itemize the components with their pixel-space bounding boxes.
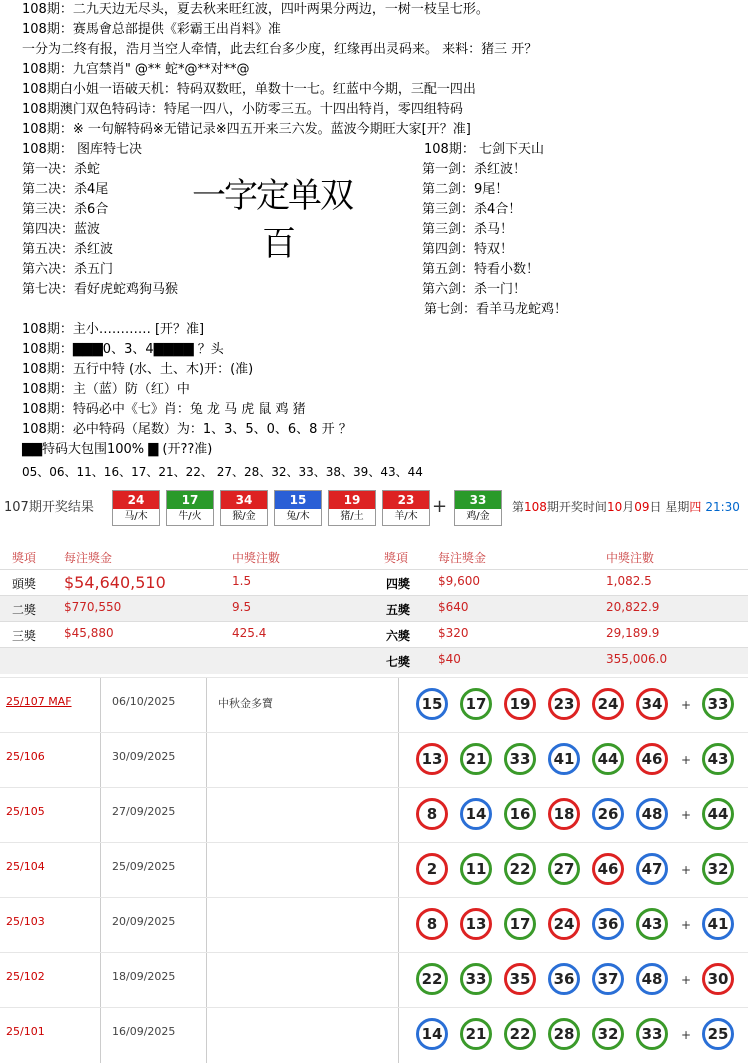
number-ball: 47	[636, 853, 668, 885]
column-divider	[206, 678, 207, 733]
text-line: 108期：九宫禁肖" @** 蛇*@**对**@	[22, 62, 250, 77]
special-ball: 33	[702, 688, 734, 720]
prize-count: 9.5	[232, 600, 252, 614]
column-divider	[398, 733, 399, 788]
text-line: ▇▇特码大包围100% ▇ (开??准)	[22, 442, 213, 457]
number-ball: 27	[548, 853, 580, 885]
left-item: 第六决：杀五门	[22, 262, 114, 277]
right-item: 第五剑：特看小数！	[422, 262, 540, 277]
plus-sign: +	[681, 863, 692, 877]
column-divider	[398, 953, 399, 1008]
plus-sign: +	[432, 496, 448, 517]
info-text: 第	[512, 500, 525, 514]
draw-row	[0, 677, 748, 733]
info-month: 10	[606, 500, 623, 514]
text-line: 一分为二终有报，浩月当空人牵情，此去红台多少度，红缘再出灵码来。 来料：猪三 开？	[22, 42, 538, 57]
column-divider	[398, 843, 399, 898]
number-ball: 14	[460, 798, 492, 830]
draw-note: 中秋金多寶	[218, 697, 273, 710]
info-text: 日 星期	[649, 500, 690, 514]
right-item: 第三剑：杀马！	[422, 222, 514, 237]
prize-name: 五獎	[386, 603, 411, 617]
draw-date: 18/09/2025	[112, 970, 176, 983]
number-ball: 24	[592, 688, 624, 720]
text-line: 108期：主小………… [开？准]	[22, 322, 205, 337]
number-ball: 21	[460, 743, 492, 775]
column-divider	[398, 898, 399, 953]
col-header: 獎項	[12, 551, 37, 565]
tile-zodiac: 牛/火	[178, 511, 202, 522]
right-heading: 108期： 七剑下天山	[424, 142, 544, 157]
result-bar	[0, 488, 748, 524]
prize-row	[0, 621, 748, 648]
plus-sign: +	[681, 698, 692, 712]
column-divider	[100, 788, 101, 843]
plus-sign: +	[681, 753, 692, 767]
column-divider	[398, 678, 399, 733]
number-ball: 22	[416, 963, 448, 995]
column-divider	[398, 1008, 399, 1063]
draw-row	[0, 732, 748, 788]
tile-zodiac: 马/木	[124, 511, 148, 522]
draw-row	[0, 952, 748, 1008]
left-item: 第一决：杀蛇	[22, 162, 101, 177]
special-ball: 30	[702, 963, 734, 995]
special-ball: 32	[702, 853, 734, 885]
tile-number: 17	[167, 491, 213, 509]
number-ball: 41	[548, 743, 580, 775]
prize-amount: $9,600	[438, 574, 480, 588]
tile-number: 19	[329, 491, 375, 509]
prize-amount: $640	[438, 600, 469, 614]
result-label: 107期开奖结果	[4, 500, 94, 515]
number-ball: 8	[416, 798, 448, 830]
big-heading: 一字定单双	[192, 176, 352, 216]
prize-count: 355,006.0	[606, 652, 668, 666]
prize-count: 1,082.5	[606, 574, 652, 588]
info-day: 09	[634, 500, 650, 514]
special-ball: 25	[702, 1018, 734, 1050]
info-period: 108	[524, 500, 547, 514]
draw-row	[0, 842, 748, 898]
info-weekday: 四	[689, 500, 702, 514]
text-line: 108期：特码必中《七》肖：兔 龙 马 虎 鼠 鸡 猪	[22, 402, 306, 417]
number-ball: 16	[504, 798, 536, 830]
col-header: 每注獎金	[438, 551, 487, 565]
result-tile	[166, 490, 214, 526]
column-divider	[100, 898, 101, 953]
prize-name: 六獎	[386, 629, 411, 643]
number-ball: 23	[548, 688, 580, 720]
tile-number: 34	[221, 491, 267, 509]
prize-amount: $770,550	[64, 600, 122, 614]
plus-sign: +	[681, 973, 692, 987]
right-item: 第一剑：杀红波！	[422, 162, 527, 177]
text-line: 108期白小姐一语破天机：特码双数旺，单数十一七。红蓝中今期，三配一四出	[22, 82, 476, 97]
draw-date: 06/10/2025	[112, 695, 176, 708]
number-ball: 17	[504, 908, 536, 940]
col-header: 中獎注數	[232, 551, 281, 565]
result-tile	[220, 490, 268, 526]
number-ball: 14	[416, 1018, 448, 1050]
number-ball: 2	[416, 853, 448, 885]
number-ball: 18	[548, 798, 580, 830]
number-ball: 8	[416, 908, 448, 940]
prize-amount: $40	[438, 652, 461, 666]
number-ball: 26	[592, 798, 624, 830]
result-tile	[328, 490, 376, 526]
draw-number-link[interactable]: 25/107 MAF	[6, 695, 72, 708]
column-divider	[206, 953, 207, 1008]
column-divider	[100, 953, 101, 1008]
left-item: 第三决：杀6合	[22, 202, 109, 217]
text-line: 108期：二九天边无尽头，夏去秋来旺红波，四叶两果分两边，一树一枝呈七形。	[22, 2, 489, 17]
column-divider	[206, 788, 207, 843]
draw-date: 20/09/2025	[112, 915, 176, 928]
column-divider	[206, 898, 207, 953]
prize-count: 20,822.9	[606, 600, 660, 614]
plus-sign: +	[681, 1028, 692, 1042]
draw-date: 25/09/2025	[112, 860, 176, 873]
plus-sign: +	[681, 808, 692, 822]
prize-amount: $45,880	[64, 626, 114, 640]
info-text: 期开奖时间	[546, 500, 607, 514]
tile-zodiac: 羊/木	[394, 511, 418, 522]
right-item: 第二剑：9尾！	[422, 182, 509, 197]
column-divider	[100, 1008, 101, 1063]
number-list: 05、06、11、16、17、21、22、 27、28、32、33、38、39、43、44	[22, 465, 423, 479]
prize-name: 頭獎	[12, 577, 37, 591]
left-heading: 108期： 图库特七决	[22, 142, 142, 157]
plus-sign: +	[681, 918, 692, 932]
left-item: 第四决：蓝波	[22, 222, 101, 237]
left-item: 第七决：看好虎蛇鸡狗马猴	[22, 282, 179, 297]
draw-number-link[interactable]: 25/106	[6, 750, 45, 763]
number-ball: 44	[592, 743, 624, 775]
column-divider	[206, 733, 207, 788]
tile-zodiac: 兔/木	[286, 511, 310, 522]
number-ball: 34	[636, 688, 668, 720]
number-ball: 19	[504, 688, 536, 720]
prize-name: 二獎	[12, 603, 37, 617]
col-header: 每注獎金	[64, 551, 113, 565]
draw-date: 30/09/2025	[112, 750, 176, 763]
big-heading-2: 百	[262, 224, 294, 264]
draw-date: 16/09/2025	[112, 1025, 176, 1038]
text-line: 108期：赛馬會总部提供《彩霸王出肖料》准	[22, 22, 281, 37]
result-tile	[112, 490, 160, 526]
col-header: 獎項	[384, 551, 409, 565]
result-tile	[382, 490, 430, 526]
number-ball: 33	[460, 963, 492, 995]
special-tile	[454, 490, 502, 526]
col-header: 中獎注數	[606, 551, 655, 565]
prize-row	[0, 647, 748, 674]
left-item: 第二决：杀4尾	[22, 182, 109, 197]
number-ball: 48	[636, 798, 668, 830]
column-divider	[100, 678, 101, 733]
number-ball: 37	[592, 963, 624, 995]
right-item: 第四剑：特双！	[422, 242, 514, 257]
draw-number-link[interactable]: 25/101	[6, 1025, 45, 1038]
tile-number: 23	[383, 491, 429, 509]
number-ball: 48	[636, 963, 668, 995]
right-item: 第六剑：杀一门！	[422, 282, 527, 297]
draw-row	[0, 787, 748, 843]
number-ball: 33	[504, 743, 536, 775]
number-ball: 15	[416, 688, 448, 720]
number-ball: 21	[460, 1018, 492, 1050]
prize-amount: $54,640,510	[64, 573, 166, 592]
prize-count: 425.4	[232, 626, 267, 640]
text-line: 108期：▇▇▇0、3、4▇▇▇▇ ？头	[22, 342, 224, 357]
prize-name: 四獎	[386, 577, 411, 591]
prize-amount: $320	[438, 626, 469, 640]
prize-row	[0, 595, 748, 622]
text-line: 108期：五行中特 (水、土、木)开：(准)	[22, 362, 254, 377]
prize-row	[0, 569, 748, 596]
draw-row	[0, 897, 748, 953]
tile-number: 24	[113, 491, 159, 509]
column-divider	[398, 788, 399, 843]
tile-zodiac: 鸡/金	[466, 511, 490, 522]
column-divider	[206, 843, 207, 898]
number-ball: 24	[548, 908, 580, 940]
column-divider	[206, 1008, 207, 1063]
right-item: 第七剑：看羊马龙蛇鸡！	[424, 302, 568, 317]
tile-zodiac: 猴/金	[232, 511, 256, 522]
draw-number-link[interactable]: 25/104	[6, 860, 45, 873]
number-ball: 17	[460, 688, 492, 720]
number-ball: 43	[636, 908, 668, 940]
number-ball: 13	[416, 743, 448, 775]
text-line: 108期：※ 一句解特码※无错记录※四五开来三六发。蓝波今期旺大家[开？准]	[22, 122, 471, 137]
number-ball: 33	[636, 1018, 668, 1050]
next-draw-info	[512, 498, 740, 515]
draw-number-link[interactable]: 25/105	[6, 805, 45, 818]
tile-zodiac: 猪/土	[340, 511, 364, 522]
special-ball: 43	[702, 743, 734, 775]
number-ball: 28	[548, 1018, 580, 1050]
text-line: 108期澳门双色特码诗：特尾一四八，小防零三五。十四出特肖，零四组特码	[22, 102, 463, 117]
left-item: 第五决：杀红波	[22, 242, 114, 257]
result-tile	[274, 490, 322, 526]
text-line: 108期：必中特码（尾数）为：1、3、5、0、6、8 开 ？	[22, 422, 352, 437]
number-ball: 36	[548, 963, 580, 995]
prize-count: 29,189.9	[606, 626, 660, 640]
number-ball: 46	[636, 743, 668, 775]
number-ball: 35	[504, 963, 536, 995]
prize-count: 1.5	[232, 574, 252, 588]
prize-table	[0, 543, 748, 675]
number-ball: 11	[460, 853, 492, 885]
info-time: 21:30	[705, 500, 740, 514]
draw-row	[0, 1007, 748, 1063]
prize-name: 七獎	[386, 655, 411, 669]
column-divider	[100, 733, 101, 788]
number-ball: 36	[592, 908, 624, 940]
number-ball: 32	[592, 1018, 624, 1050]
special-ball: 41	[702, 908, 734, 940]
info-text: 月	[622, 500, 635, 514]
number-ball: 22	[504, 853, 536, 885]
special-ball: 44	[702, 798, 734, 830]
column-divider	[100, 843, 101, 898]
draw-number-link[interactable]: 25/102	[6, 970, 45, 983]
number-ball: 13	[460, 908, 492, 940]
draw-number-link[interactable]: 25/103	[6, 915, 45, 928]
tile-number: 15	[275, 491, 321, 509]
number-ball: 22	[504, 1018, 536, 1050]
prize-name: 三獎	[12, 629, 37, 643]
number-ball: 46	[592, 853, 624, 885]
tile-number: 33	[455, 491, 501, 509]
right-item: 第三剑：杀4合！	[422, 202, 522, 217]
draw-date: 27/09/2025	[112, 805, 176, 818]
text-line: 108期：主（蓝）防（红）中	[22, 382, 190, 397]
prize-header	[0, 543, 748, 567]
